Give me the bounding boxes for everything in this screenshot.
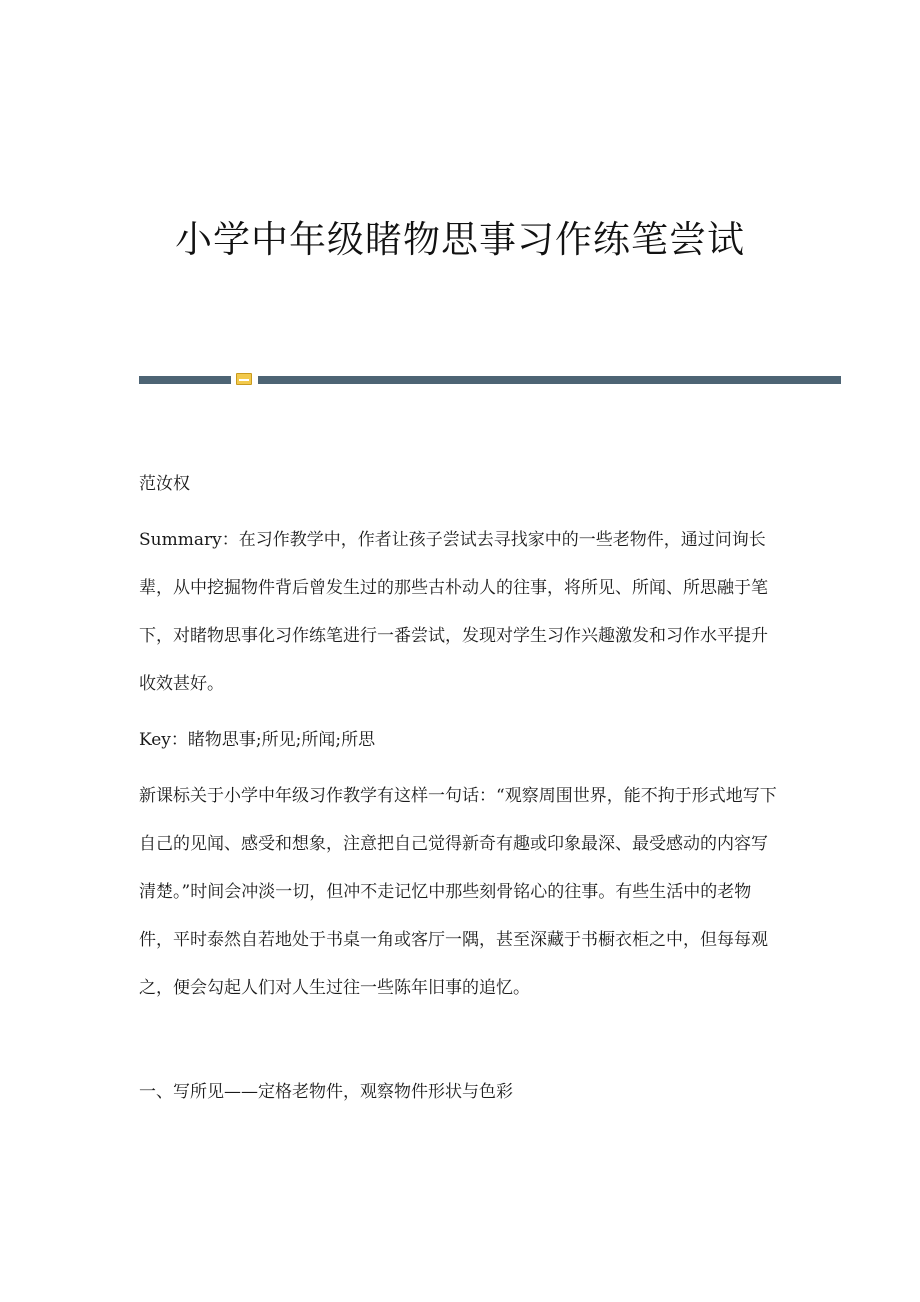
document-title: 小学中年级睹物思事习作练笔尝试: [175, 218, 745, 261]
summary-paragraph: Summary：在习作教学中，作者让孩子尝试去寻找家中的一些老物件，通过问询长辈，从中挖掘物件背后曾发生过的那些古朴动人的往事，将所见、所闻、所思融于笔下，对睹物思事化习作练笔进行一番尝试，发现对学生习作兴趣激发和习作水平提升收效甚好。: [139, 530, 768, 694]
section-heading: 一、写所见——定格老物件，观察物件形状与色彩: [139, 1082, 513, 1102]
divider-emblem-icon: [236, 373, 252, 385]
title-divider-left: [139, 376, 231, 384]
keywords-line: Key：睹物思事;所见;所闻;所思: [139, 730, 376, 750]
author-name: 范汝权: [139, 474, 190, 494]
intro-paragraph: 新课标关于小学中年级习作教学有这样一句话：“观察周围世界，能不拘于形式地写下自己的见闻、感受和想象，注意把自己觉得新奇有趣或印象最深、最受感动的内容写清楚。”时间会冲淡一切，但冲不走记忆中那些刻骨铭心的往事。有些生活中的老物件，平时泰然自若地处于书桌一角或客厅一隅，甚至深藏于书橱衣柜之中，但每每观之，便会勾起人们对人生过往一些陈年旧事的追忆。: [139, 786, 777, 998]
title-divider-right: [258, 376, 841, 384]
